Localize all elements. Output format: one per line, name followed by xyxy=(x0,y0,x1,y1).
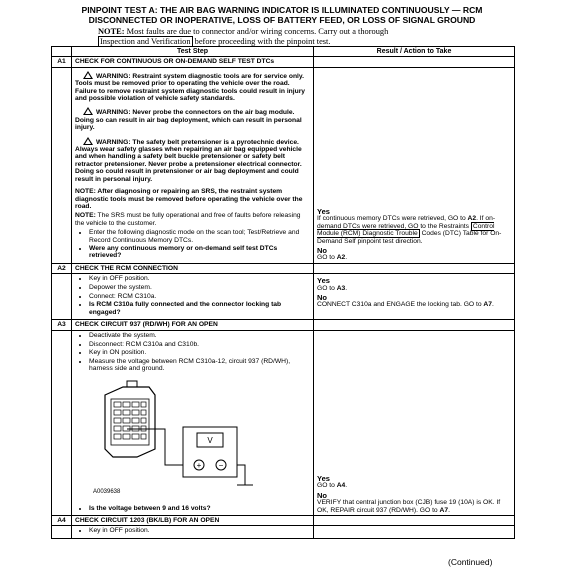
no-label: No xyxy=(317,292,327,302)
no-text: GO to xyxy=(317,254,337,262)
list-item: • Key in ON position. xyxy=(89,349,310,356)
step-heading: CHECK CIRCUIT 1203 (BK/LB) FOR AN OPEN xyxy=(72,516,314,526)
yes-text: . xyxy=(345,284,348,292)
result-no xyxy=(317,492,511,514)
note-label: NOTE: xyxy=(75,188,96,196)
list-item: • Deactivate the system. xyxy=(89,332,310,339)
no-label: No xyxy=(317,245,327,255)
table-header-row xyxy=(52,47,515,57)
yes-label: Yes xyxy=(317,276,330,286)
connector-figure xyxy=(75,377,310,505)
step-result xyxy=(314,330,515,515)
yes-text: GO to xyxy=(317,482,337,490)
result-empty xyxy=(314,263,515,273)
result-empty xyxy=(314,526,515,538)
step-heading: CHECK THE RCM CONNECTION xyxy=(72,263,314,273)
no-label: No xyxy=(317,490,327,500)
step-id: A1 xyxy=(52,57,72,67)
step-blank xyxy=(52,330,72,515)
note-label: NOTE: xyxy=(75,212,96,220)
step-ref-link[interactable]: A7 xyxy=(439,506,449,514)
step-body xyxy=(72,526,314,538)
header-test-step: Test Step xyxy=(72,47,314,57)
step-blank xyxy=(52,67,72,263)
pinpoint-table xyxy=(51,46,515,539)
warning-icon xyxy=(83,71,93,79)
result-empty xyxy=(314,320,515,330)
list-item: • Connect: RCM C310a. xyxy=(89,293,310,300)
no-text: . xyxy=(491,301,494,309)
step-heading: CHECK FOR CONTINUOUS OR ON-DEMAND SELF TEST DTCs xyxy=(72,57,314,67)
table-row xyxy=(52,516,515,526)
yes-text: . If on-demand DTCs were retrieved, GO to the Restraints xyxy=(317,215,496,230)
list-item: • Depower the system. xyxy=(89,284,310,291)
warning-icon xyxy=(83,107,93,115)
warning-icon xyxy=(83,137,93,145)
step-ref-link[interactable]: A3 xyxy=(336,284,346,292)
yes-text: . xyxy=(345,482,348,490)
inspection-link[interactable]: Inspection and Verification xyxy=(100,37,191,46)
step-id: A2 xyxy=(52,263,72,273)
result-yes xyxy=(317,475,511,490)
table-row xyxy=(52,67,515,263)
header-step xyxy=(52,47,72,57)
page-title xyxy=(62,5,502,25)
step-ref-link[interactable]: A4 xyxy=(336,482,346,490)
step-result xyxy=(314,274,515,320)
result-no xyxy=(317,294,511,309)
step-question: • Is RCM C310a fully connected and the connector locking tab engaged? xyxy=(89,301,310,316)
yes-text: If continuous memory DTCs were retrieved, GO to xyxy=(317,215,468,223)
table-row xyxy=(52,320,515,330)
voltmeter-label: V xyxy=(207,435,213,445)
step-ref-link[interactable]: A2 xyxy=(336,254,346,262)
step-body xyxy=(72,274,314,320)
step-list xyxy=(75,505,310,512)
connector-pins xyxy=(114,402,146,439)
step-list xyxy=(75,341,310,373)
note-text: The SRS must be fully operational and free of faults before releasing the vehicle to the customer. xyxy=(75,212,301,227)
result-no xyxy=(317,247,511,262)
warning-block xyxy=(75,137,310,183)
step-list xyxy=(75,527,310,534)
list-item: • Disconnect: RCM C310a and C310b. xyxy=(89,341,310,348)
step-ref-link[interactable]: A2 xyxy=(467,215,477,223)
note-suffix: before proceeding with the pinpoint test. xyxy=(192,37,331,46)
warning-text: WARNING: The safety belt pretensioner is a pyrotechnic device. Always wear safety glasses when repairing an air bag equipped vehicle and when handling a safety belt buckle pretensioner or safety belt retractor pretensioner. Never probe a pretensioner electrical connector. Doing so could result in pretensioner or air bag deployment and could result in personal injury. xyxy=(75,138,302,183)
step-list xyxy=(75,293,310,316)
minus-sign: − xyxy=(218,460,224,470)
intro-note xyxy=(98,27,498,47)
title-line-1: PINPOINT TEST A: THE AIR BAG WARNING INDICATOR IS ILLUMINATED CONTINUOUSLY — RCM xyxy=(81,5,483,15)
step-heading: CHECK CIRCUIT 937 (RD/WH) FOR AN OPEN xyxy=(72,320,314,330)
step-question: • Were any continuous memory or on-demand self test DTCs retrieved? xyxy=(89,245,310,260)
step-question: • Is the voltage between 9 and 16 volts? xyxy=(89,505,310,512)
result-yes xyxy=(317,208,511,245)
list-item: • Key in OFF position. xyxy=(89,527,310,534)
result-empty xyxy=(314,516,515,526)
table-row xyxy=(52,274,515,320)
header-result: Result / Action to Take xyxy=(314,47,515,57)
result-empty xyxy=(314,57,515,67)
yes-text: Codes (DTC) Table for On-Demand Self pinpoint test direction. xyxy=(317,230,502,245)
table-row xyxy=(52,263,515,273)
step-blank xyxy=(52,526,72,538)
dtc-table-link[interactable]: Control Module (RCM) Diagnostic Trouble xyxy=(317,222,495,238)
warning-text: WARNING: Never probe the connectors on the air bag module. Doing so can result in air bag deployment, which can result in personal injury. xyxy=(75,109,302,132)
warning-block xyxy=(75,107,310,131)
note-label: NOTE: xyxy=(98,27,125,36)
no-text: CONNECT C310a and ENGAGE the locking tab. GO to xyxy=(317,301,484,309)
step-result xyxy=(314,67,515,263)
step-list xyxy=(75,229,310,260)
step-body xyxy=(72,330,314,515)
note-text: Most faults are due to connector and/or wiring concerns. Carry out a thorough xyxy=(124,27,389,36)
step-list xyxy=(75,332,310,339)
step-body xyxy=(72,67,314,263)
connector-diagram xyxy=(75,377,311,487)
result-yes xyxy=(317,277,511,292)
warning-block xyxy=(75,71,310,103)
step-id: A3 xyxy=(52,320,72,330)
yes-label: Yes xyxy=(317,474,330,483)
list-item: • Enter the following diagnostic mode on the scan tool; Test/Retrieve and Record Continuous Memory DTCs. xyxy=(89,229,310,244)
title-line-2: DISCONNECTED OR INOPERATIVE, LOSS OF BATTERY FEED, OR LOSS OF SIGNAL GROUND xyxy=(88,15,476,25)
continued-label: (Continued) xyxy=(448,557,493,567)
step-id: A4 xyxy=(52,516,72,526)
figure-id: A0039638 xyxy=(93,488,121,495)
plus-sign: + xyxy=(196,460,202,470)
yes-text: GO to xyxy=(317,284,337,292)
step-note xyxy=(75,188,310,210)
table-row xyxy=(52,526,515,538)
no-text: VERIFY that central junction box (CJB) fuse 19 (10A) is OK. If OK, REPAIR circuit 937 (RD/WH). GO to xyxy=(317,499,501,514)
step-note xyxy=(75,212,310,227)
step-blank xyxy=(52,274,72,320)
warning-text: WARNING: Restraint system diagnostic tools are for service only. Tools must be removed prior to operating the vehicle over the road. Failure to remove restraint system diagnostic tools could result in injury and possible violation of vehicle safety standards. xyxy=(75,72,306,103)
no-text: . xyxy=(345,254,348,262)
no-text: . xyxy=(448,506,450,514)
step-ref-link[interactable]: A7 xyxy=(483,301,492,309)
list-item: • Measure the voltage between RCM C310a-12, circuit 937 (RD/WH), harness side and ground. xyxy=(89,358,310,373)
note-text: After diagnosing or repairing an SRS, the restraint system diagnostic tools must be removed before operating the vehicle over the road. xyxy=(75,188,303,210)
table-row xyxy=(52,57,515,67)
step-list xyxy=(75,275,310,291)
list-item: • Key in OFF position. xyxy=(89,275,310,282)
yes-label: Yes xyxy=(317,206,330,216)
table-row xyxy=(52,330,515,515)
